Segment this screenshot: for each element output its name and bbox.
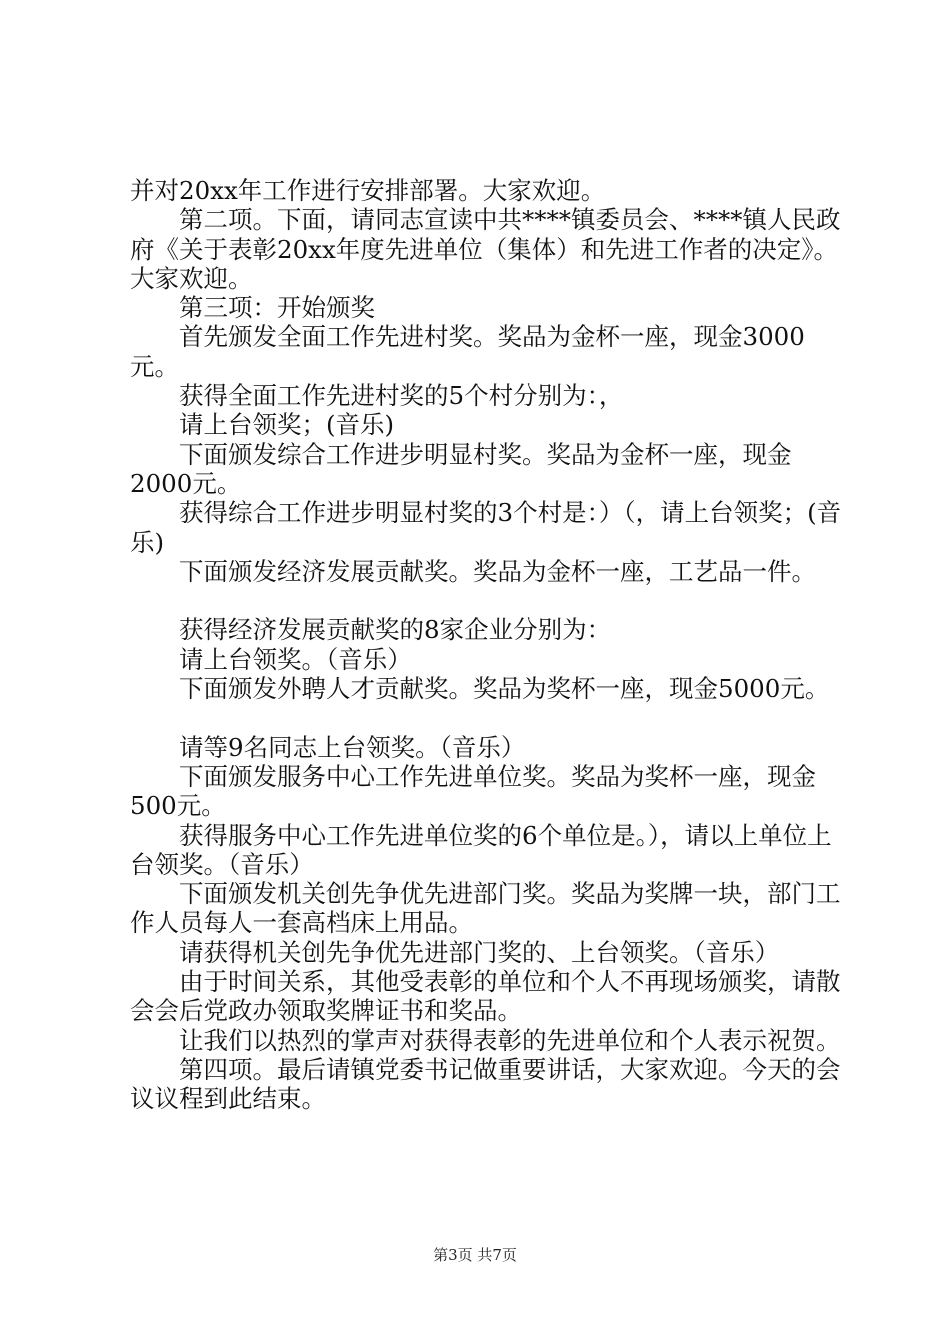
paragraph: 获得经济发展贡献奖的8家企业分别为： [179, 615, 612, 645]
paragraph: 下面颁发综合工作进步明显村奖。奖品为金杯一座，现金2000元。 [130, 439, 792, 498]
paragraph: 首先颁发全面工作先进村奖。奖品为金杯一座，现金3000元。 [130, 322, 805, 381]
body-text [130, 176, 850, 1114]
paragraph: 获得综合工作进步明显村奖的3个村是：）（，请上台领奖；(音乐) [130, 498, 842, 557]
paragraph: 请上台领奖。（音乐） [179, 644, 412, 674]
blank-line [130, 703, 850, 732]
paragraph: 请获得机关创先争优先进部门奖的、上台领奖。（音乐） [179, 937, 780, 967]
paragraph: 获得服务中心工作先进单位奖的6个单位是。），请以上单位上台领奖。（音乐） [130, 820, 832, 879]
blank-line [130, 586, 850, 615]
paragraph: 下面颁发外聘人才贡献奖。奖品为奖杯一座，现金5000元。 [179, 674, 830, 704]
paragraph: 请上台领奖；(音乐) [179, 410, 395, 440]
paragraph: 并对20xx年工作进行安排部署。大家欢迎。 [130, 176, 606, 205]
paragraph: 第三项：开始颁奖 [179, 293, 375, 323]
paragraph: 下面颁发经济发展贡献奖。奖品为金杯一座，工艺品一件。 [179, 556, 816, 586]
paragraph: 获得全面工作先进村奖的5个村分别为：， [179, 381, 624, 411]
paragraph: 第二项。下面，请同志宣读中共****镇委员会、****镇人民政府《关于表彰20xx年度先进单位（集体）和先进工作者的决定》。大家欢迎。 [130, 205, 841, 293]
paragraph: 下面颁发机关创先争优先进部门奖。奖品为奖牌一块，部门工作人员每人一套高档床上用品。 [130, 879, 841, 938]
paragraph: 请等9名同志上台领奖。（音乐） [179, 732, 526, 762]
paragraph: 下面颁发服务中心工作先进单位奖。奖品为奖杯一座，现金500元。 [130, 761, 816, 821]
paragraph: 让我们以热烈的掌声对获得表彰的先进单位和个人表示祝贺。 [179, 1025, 841, 1055]
paragraph: 由于时间关系，其他受表彰的单位和个人不再现场颁奖，请散会会后党政办领取奖牌证书和奖品。 [130, 967, 841, 1026]
page-number-footer: 第3页 共7页 [433, 1246, 517, 1264]
paragraph: 第四项。最后请镇党委书记做重要讲话，大家欢迎。今天的会议议程到此结束。 [130, 1054, 841, 1114]
